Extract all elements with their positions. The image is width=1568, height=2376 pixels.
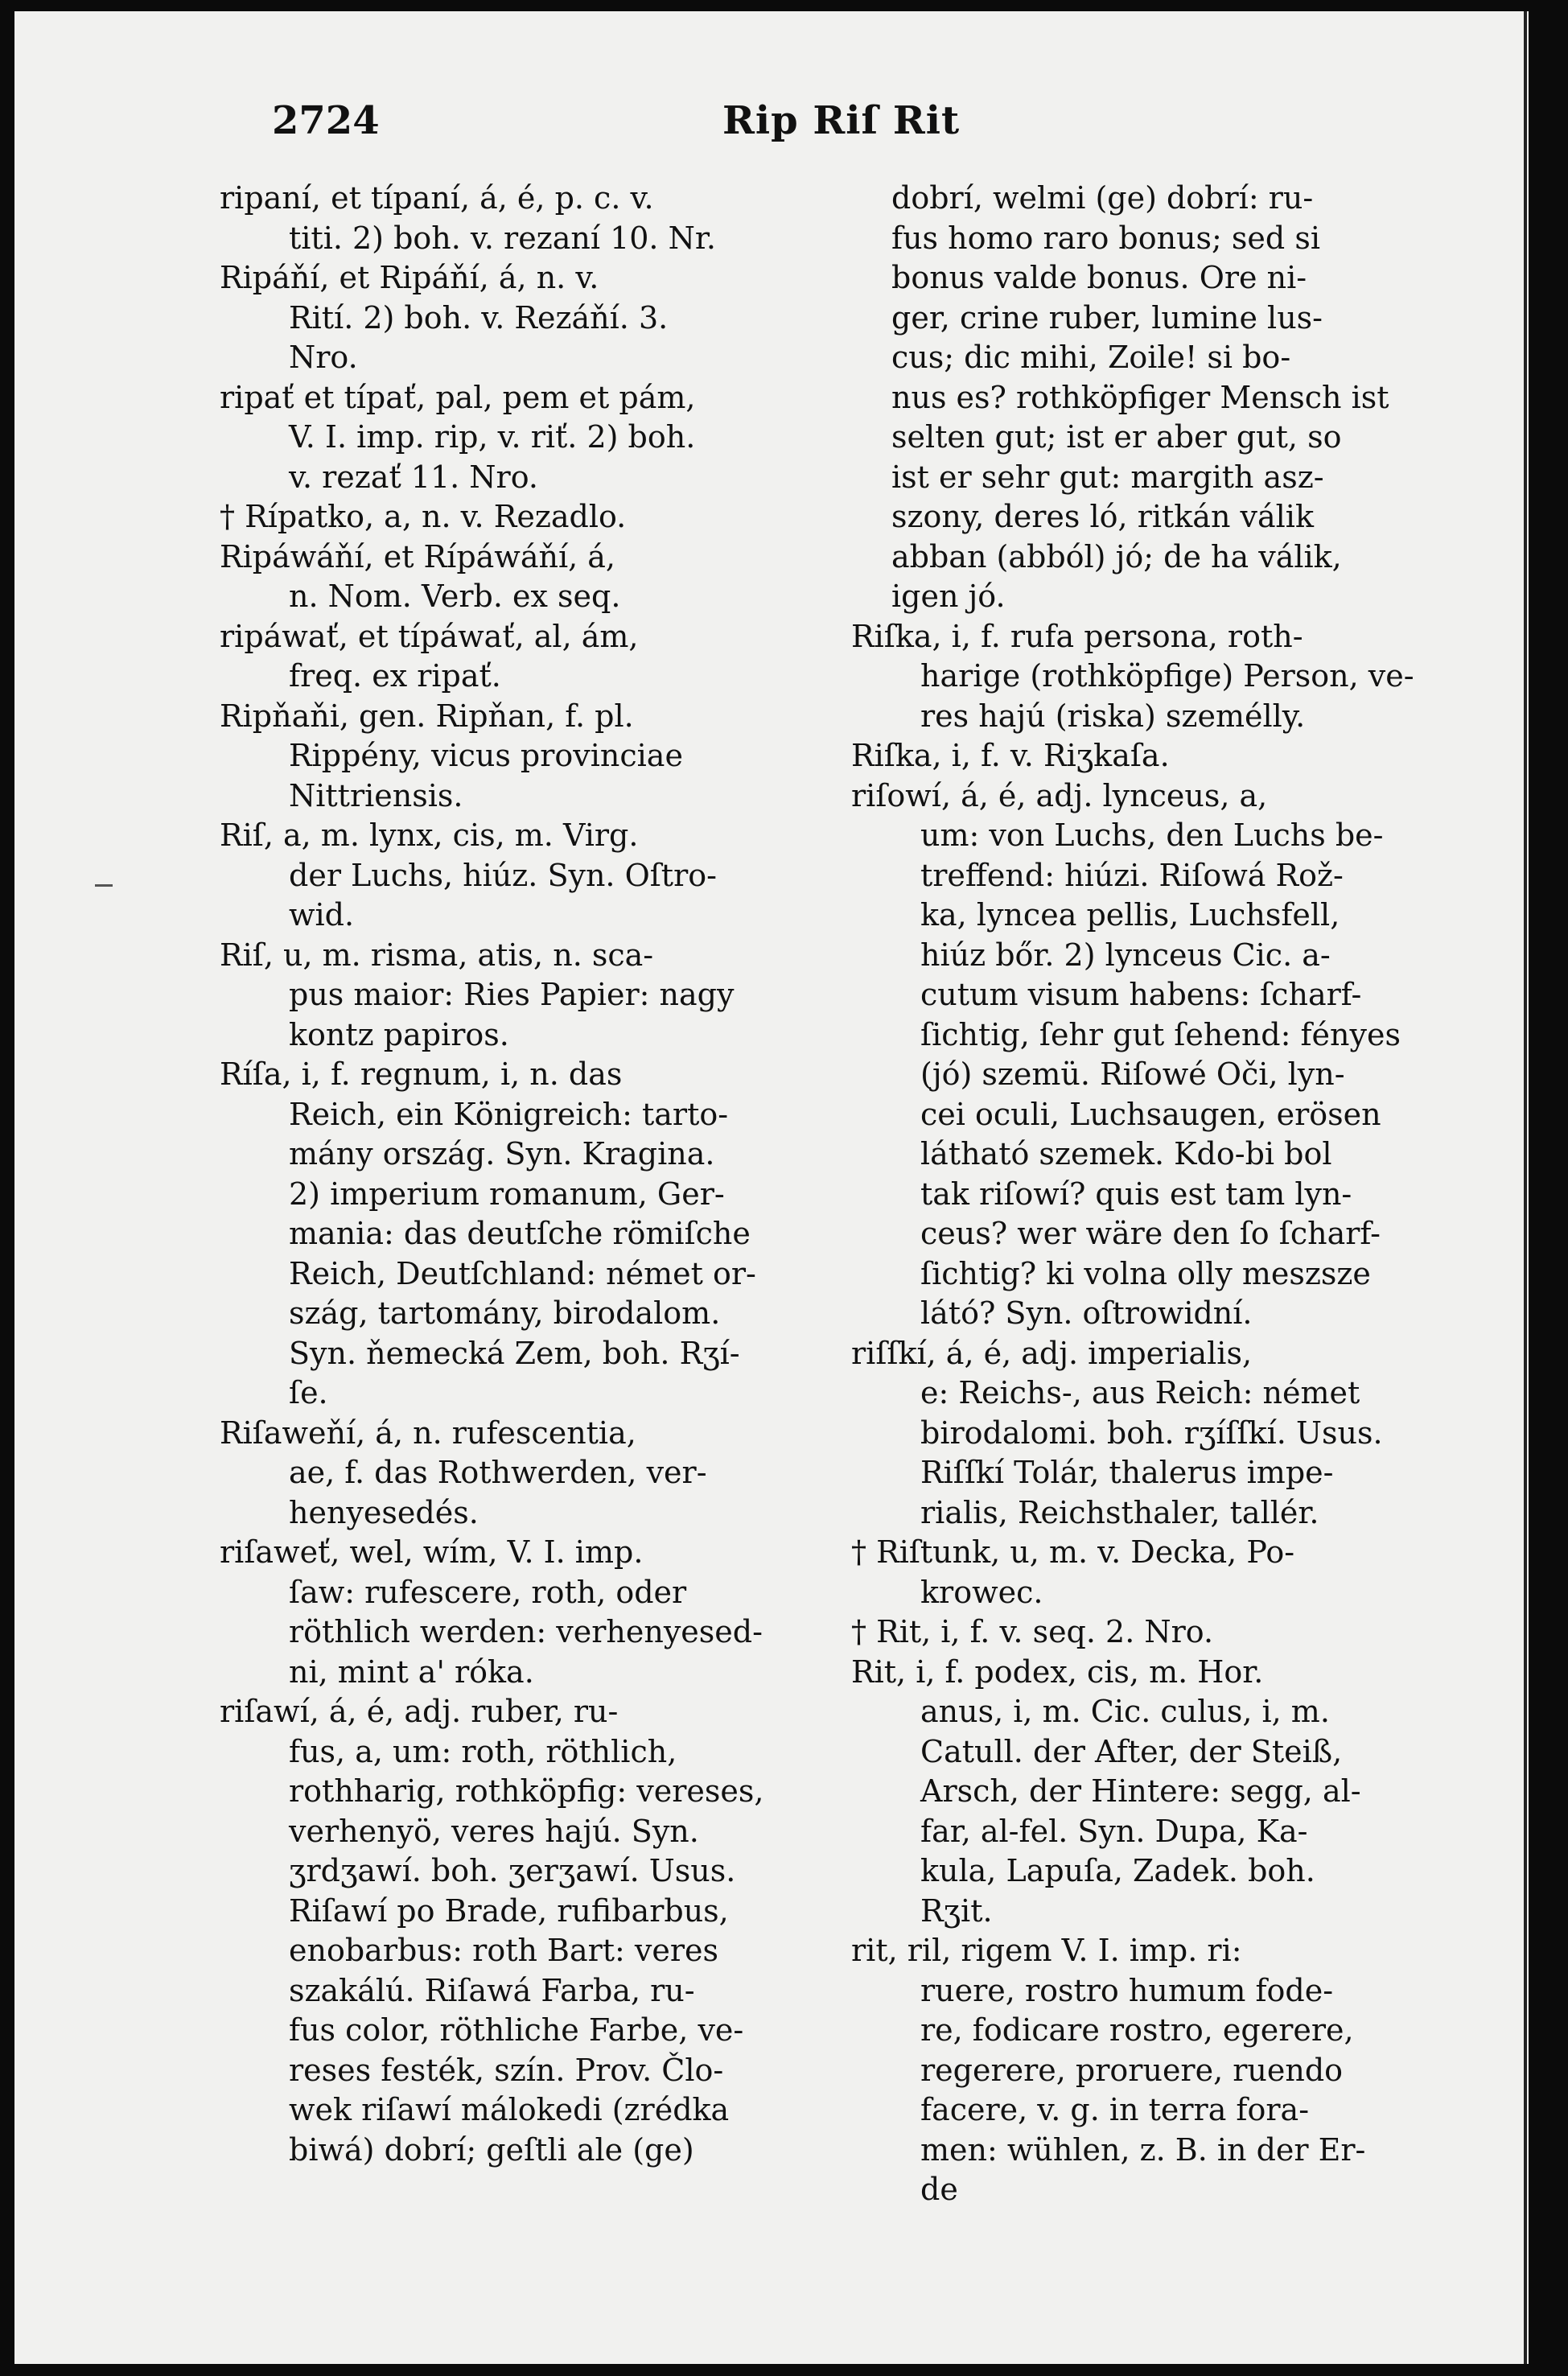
entry: rit, ril, rigem V. I. imp. ri: ruere, rostro humum fode- re, fodicare rostro, egerere, regerere, proruere, ruendo facere, v. g. in terra fora- men: wühlen, z. B. in der Er- de — [851, 1933, 1366, 2207]
entry-continuation: dobrí, welmi (ge) dobrí: ru- fus homo raro bonus; sed si bonus valde bonus. Ore ni- ger, crine ruber, lumine lus- cus; dic mihi, Zoile! si bo- nus es? rothköpfiger Mensch ist selten gut; ist er aber gut, so ist er sehr gut: margith asz- szony, deres ló, ritkán válik abban (abból) jó; de ha válik, igen jó. — [891, 180, 1389, 614]
entry: Ripáňí, et Ripáňí, á, n. v. Rití. 2) boh. v. Rezáňí. 3. Nro. — [220, 260, 669, 375]
entry: † Riſtunk, u, m. v. Decka, Po- krowec. — [851, 1534, 1295, 1610]
margin-mark — [95, 884, 113, 887]
page-header — [272, 98, 1334, 154]
right-column — [851, 179, 1463, 2210]
left-column — [220, 179, 831, 2170]
dictionary-page — [14, 11, 1529, 2364]
entry: ripať et típať, pal, pem et pám, V. I. imp. rip, v. riť. 2) boh. v. rezať 11. Nro. — [220, 379, 696, 495]
entry: Ríſa, i, f. regnum, i, n. das Reich, ein Königreich: tarto- mány ország. Syn. Kragina. 2) imperium romanum, Ger- mania: das deutſche römiſche Reich, Deutſchland: német or- szág, tartomány, birodalom. Syn. ňemecká Zem, boh. Rʒí- ſe. — [220, 1056, 756, 1410]
entry: † Rit, i, f. v. seq. 2. Nro. — [851, 1614, 1214, 1649]
page-number: 2724 — [272, 98, 380, 143]
entry: Riſ, u, m. risma, atis, n. sca- pus maior: Ries Papier: nagy kontz papiros. — [220, 937, 735, 1052]
entry: Rit, i, f. podex, cis, m. Hor. anus, i, m. Cic. culus, i, m. Catull. der After, der Steiß, Arsch, der Hintere: segg, al- far, al-fel. Syn. Dupa, Ka- kula, Lapuſa, Zadek. boh. Rʒit. — [851, 1653, 1361, 1929]
running-head: Rip Riſ Rit — [722, 98, 961, 143]
entry: riſſkí, á, é, adj. imperialis, e: Reichs-, aus Reich: német birodalomi. boh. rʒíſſkí. Usus. Riſſkí Tolár, thalerus impe- rialis, Reichsthaler, tallér. — [851, 1335, 1383, 1530]
page-edge-line — [1524, 11, 1527, 2364]
entry: ripaní, et típaní, á, é, p. c. v. titi. 2) boh. v. rezaní 10. Nr. — [220, 180, 716, 256]
entry: riſaweť, wel, wím, V. I. imp. ſaw: rufescere, roth, oder röthlich werden: verhenyesed- ni, mint a' róka. — [220, 1534, 763, 1690]
entry: Ripňaňi, gen. Ripňan, f. pl. Rippény, vicus provinciae Nittriensis. — [220, 698, 683, 813]
entry: Riſka, i, f. rufa persona, roth- harige (rothköpfige) Person, ve- res hajú (riska) személly. — [851, 618, 1414, 734]
entry: Ripáwáňí, et Rípáwáňí, á, n. Nom. Verb. ex seq. — [220, 538, 621, 614]
entry: ripáwať, et típáwať, al, ám, freq. ex ripať. — [220, 618, 639, 694]
entry: Riſ, a, m. lynx, cis, m. Virg. der Luchs, hiúz. Syn. Oſtro- wid. — [220, 817, 717, 933]
entry: Riſka, i, f. v. Riʒkaſa. — [851, 738, 1170, 773]
entry: Riſaweňí, á, n. rufescentia, ae, f. das Rothwerden, ver- henyesedés. — [220, 1414, 707, 1530]
entry: riſawí, á, é, adj. ruber, ru- fus, a, um: roth, röthlich, rothharig, rothköpfig: vereses, verhenyö, veres hajú. Syn. ʒrdʒawí. boh. ʒerʒawí. Usus. Riſawí po Brade, rufibarbus, enobarbus: roth Bart: veres szakálú. Riſawá Farba, ru- fus color, röthliche Farbe, ve- reses festék, szín. Prov. Člo- wek riſawí málokedi (zrédka biwá) dobrí; geſtli ale (ge) — [220, 1694, 764, 2168]
entry: † Rípatko, a, n. v. Rezadlo. — [220, 499, 627, 534]
entry: riſowí, á, é, adj. lynceus, a, um: von Luchs, den Luchs be- treffend: hiúzi. Riſowá Rož- ka, lyncea pellis, Luchsfell, hiúz bőr. 2) lynceus Cic. a- cutum visum habens: ſcharf- ſichtig, ſehr gut ſehend: fényes (jó) szemü. Riſowé Oči, lyn- cei oculi, Luchsaugen, erösen látható szemek. Kdo-bi bol tak riſowí? quis est tam lyn- ceus? wer wäre den ſo ſcharf- ſichtig? ki volna olly meszsze látó? Syn. oſtrowidní. — [851, 777, 1401, 1331]
